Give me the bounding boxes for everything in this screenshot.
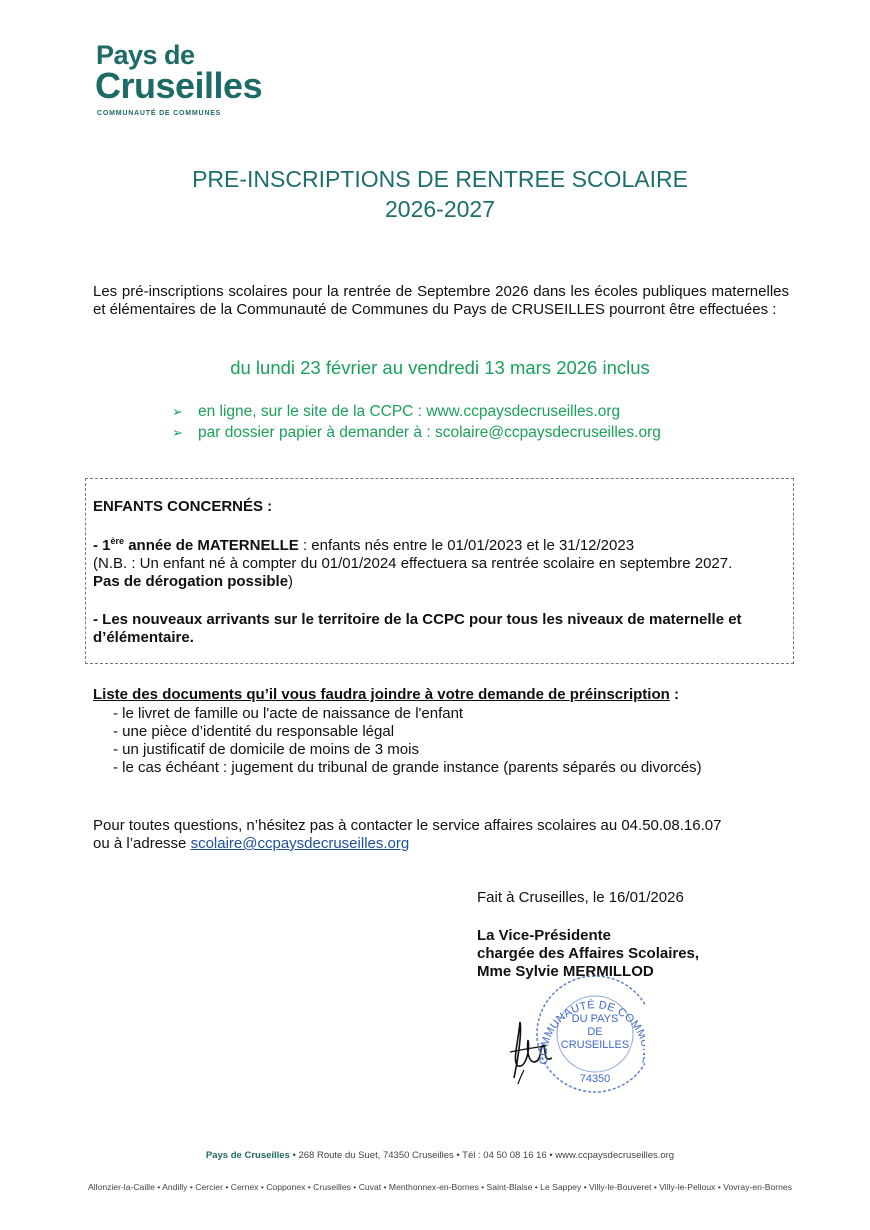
intro-paragraph: Les pré-inscriptions scolaires pour la rentrée de Septembre 2026 dans les écoles publiques maternelles et élémentaires de la Communauté de Communes du Pays de CRUSEILLES pourront être effectuées : bbox=[93, 283, 789, 318]
list-item: - une pièce d’identité du responsable légal bbox=[113, 723, 395, 740]
place-date: Fait à Cruseilles, le 16/01/2026 bbox=[477, 889, 684, 906]
svg-text:CRUSEILLES: CRUSEILLES bbox=[560, 1039, 630, 1051]
box-heading: ENFANTS CONCERNÉS : bbox=[93, 498, 273, 515]
arrow-bullet-icon: ➢ bbox=[172, 425, 183, 440]
svg-text:74350: 74350 bbox=[579, 1073, 611, 1085]
page-title-year: 2026-2027 bbox=[385, 196, 495, 222]
email-link[interactable]: scolaire@ccpaysdecruseilles.org bbox=[190, 835, 410, 852]
registration-dates: du lundi 23 février au vendredi 13 mars 2026 inclus bbox=[230, 357, 650, 378]
registration-methods bbox=[172, 401, 661, 443]
signatory-block: La Vice-Présidente chargée des Affaires Scolaires, Mme Sylvie MERMILLOD bbox=[477, 927, 700, 980]
footer-communes: Allonzier-la-Caille • Andilly • Cercier • Cernex • Copponex • Cruseilles • Cuvat • Menthonnex-en-Bornes • Saint-Blaise • Le Sappey • Villy-le-Bouveret • Villy-le-Pelloux • Vovray-en-Bornes bbox=[87, 1182, 792, 1192]
page-title: PRE-INSCRIPTIONS DE RENTREE SCOLAIRE bbox=[192, 166, 688, 192]
arrow-bullet-icon: ➢ bbox=[172, 404, 183, 419]
svg-text:DE: DE bbox=[587, 1026, 603, 1038]
list-item: - le livret de famille ou l'acte de naissance de l'enfant bbox=[113, 705, 464, 722]
list-item: - un justificatif de domicile de moins de 3 mois bbox=[113, 741, 419, 758]
svg-text:DU PAYS: DU PAYS bbox=[571, 1013, 619, 1025]
box-item-new-arrivals: - Les nouveaux arrivants sur le territoire de la CCPC pour tous les niveaux de maternelle et d’élémentaire. bbox=[93, 611, 742, 646]
logo-line2: Cruseilles bbox=[95, 65, 263, 106]
list-item: ➢ en ligne, sur le site de la CCPC : www.ccpaysdecruseilles.org bbox=[172, 403, 621, 420]
contact-paragraph: Pour toutes questions, n’hésitez pas à contacter le service affaires scolaires au 04.50.08.16.07 ou à l’adresse scolaire@ccpaysdecruseilles.org bbox=[93, 817, 722, 852]
list-item: ➢ par dossier papier à demander à : scolaire@ccpaysdecruseilles.org bbox=[172, 424, 661, 441]
box-item-maternelle: - 1ère année de MATERNELLE : enfants nés entre le 01/01/2023 et le 31/12/2023 bbox=[93, 536, 635, 554]
documents-heading: Liste des documents qu’il vous faudra joindre à votre demande de préinscription : bbox=[93, 686, 679, 703]
footer-address: Pays de Cruseilles • 268 Route du Suet, 74350 Cruseilles • Tél : 04 50 08 16 16 • www.ccpaysdecruseilles.org bbox=[205, 1150, 675, 1161]
logo-line1: Pays de bbox=[96, 40, 195, 70]
stamp-ring-text: COMMUNAUTÉ DE COM bbox=[537, 999, 644, 1065]
documents-list bbox=[113, 705, 702, 777]
logo-subtitle: COMMUNAUTÉ DE COMMUNES bbox=[97, 110, 222, 117]
stamp-graphic bbox=[500, 970, 645, 1100]
official-stamp bbox=[500, 970, 645, 1105]
box-note: (N.B. : Un enfant né à compter du 01/01/2024 effectuera sa rentrée scolaire en septembre 2027. Pas de dérogation possible) bbox=[93, 555, 733, 590]
list-item: - le cas échéant : jugement du tribunal de grande instance (parents séparés ou divorcés) bbox=[113, 759, 702, 776]
